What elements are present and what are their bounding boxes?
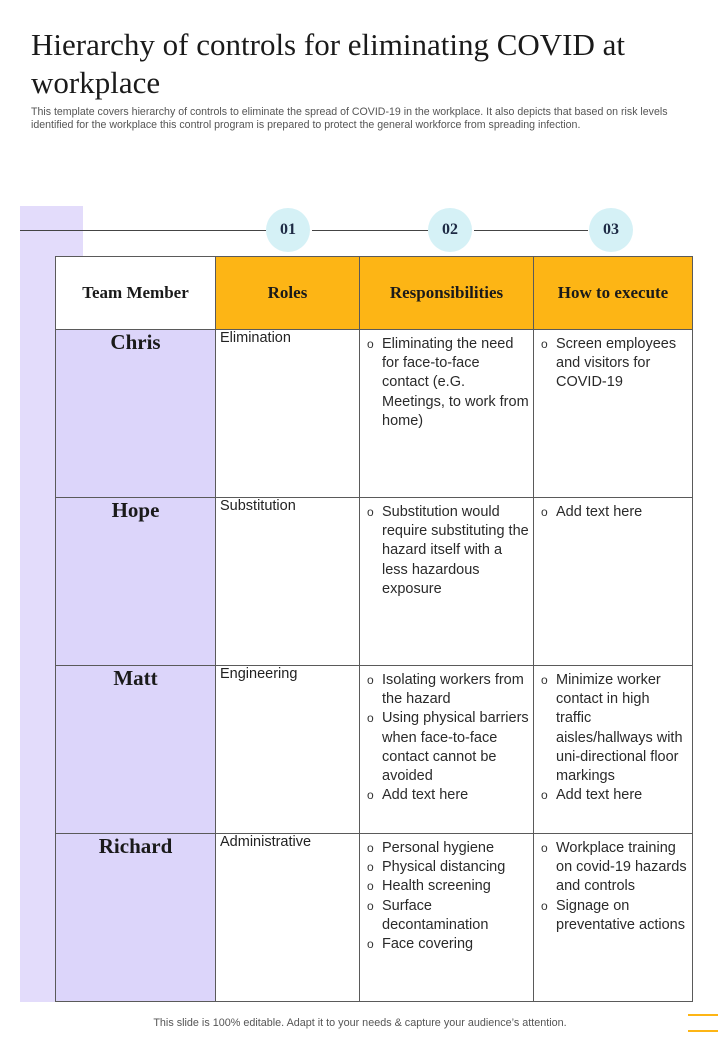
list-item: o Substitution would require substituting the hazard itself with a less hazardous exposure (364, 503, 529, 599)
role-cell: Substitution (216, 498, 360, 666)
list-item: o Physical distancing (364, 858, 529, 877)
connector-line (20, 230, 266, 231)
table-row (56, 498, 693, 666)
decorative-accent-line (688, 1014, 718, 1016)
responsibilities-cell (360, 834, 534, 1002)
execute-cell (534, 330, 693, 498)
list-item: o Workplace training on covid-19 hazards and controls (538, 839, 688, 897)
list-item: o Using physical barriers when face-to-face contact cannot be avoided (364, 709, 529, 786)
list-item: o Health screening (364, 877, 529, 896)
team-member-name: Richard (56, 834, 216, 1002)
step-badge-1: 01 (266, 208, 310, 252)
list-item: o Add text here (538, 786, 688, 805)
responsibilities-cell (360, 498, 534, 666)
list-item: o Add text here (364, 786, 529, 805)
controls-table (55, 256, 693, 1002)
header-responsibilities: Responsibilities (360, 257, 534, 330)
table-row (56, 834, 693, 1002)
footer-note: This slide is 100% editable. Adapt it to your needs & capture your audience’s attention. (153, 1017, 567, 1029)
page-title: Hierarchy of controls for eliminating COVID at workplace (31, 27, 625, 100)
team-member-name: Chris (56, 330, 216, 498)
table-row (56, 330, 693, 498)
header-team-member: Team Member (56, 257, 216, 330)
list-item: o Eliminating the need for face-to-face contact (e.G. Meetings, to work from home) (364, 335, 529, 431)
role-cell: Elimination (216, 330, 360, 498)
execute-cell (534, 666, 693, 834)
list-item: o Minimize worker contact in high traffic aisles/hallways with uni-directional floor markings (538, 671, 688, 786)
role-cell: Engineering (216, 666, 360, 834)
step-badge-3: 03 (589, 208, 633, 252)
list-item: o Screen employees and visitors for COVID-19 (538, 335, 688, 393)
connector-line (312, 230, 428, 231)
list-item: o Face covering (364, 935, 529, 954)
list-item: o Personal hygiene (364, 839, 529, 858)
connector-line (474, 230, 588, 231)
list-item: o Signage on preventative actions (538, 897, 688, 935)
page-description: This template covers hierarchy of controls to eliminate the spread of COVID-19 in the workplace. It also depicts that based on risk levels identified for the workplace this control program is prepared to protect the general workforce from spreading infection. (31, 106, 668, 131)
table-row (56, 666, 693, 834)
decorative-accent-line (688, 1030, 718, 1032)
header-how-to-execute: How to execute (534, 257, 693, 330)
execute-cell (534, 498, 693, 666)
list-item: o Surface decontamination (364, 897, 529, 935)
responsibilities-cell (360, 666, 534, 834)
execute-cell (534, 834, 693, 1002)
step-badge-2: 02 (428, 208, 472, 252)
role-cell: Administrative (216, 834, 360, 1002)
list-item: o Add text here (538, 503, 688, 522)
list-item: o Isolating workers from the hazard (364, 671, 529, 709)
header-roles: Roles (216, 257, 360, 330)
table-header-row (56, 257, 693, 330)
team-member-name: Hope (56, 498, 216, 666)
team-member-name: Matt (56, 666, 216, 834)
responsibilities-cell (360, 330, 534, 498)
